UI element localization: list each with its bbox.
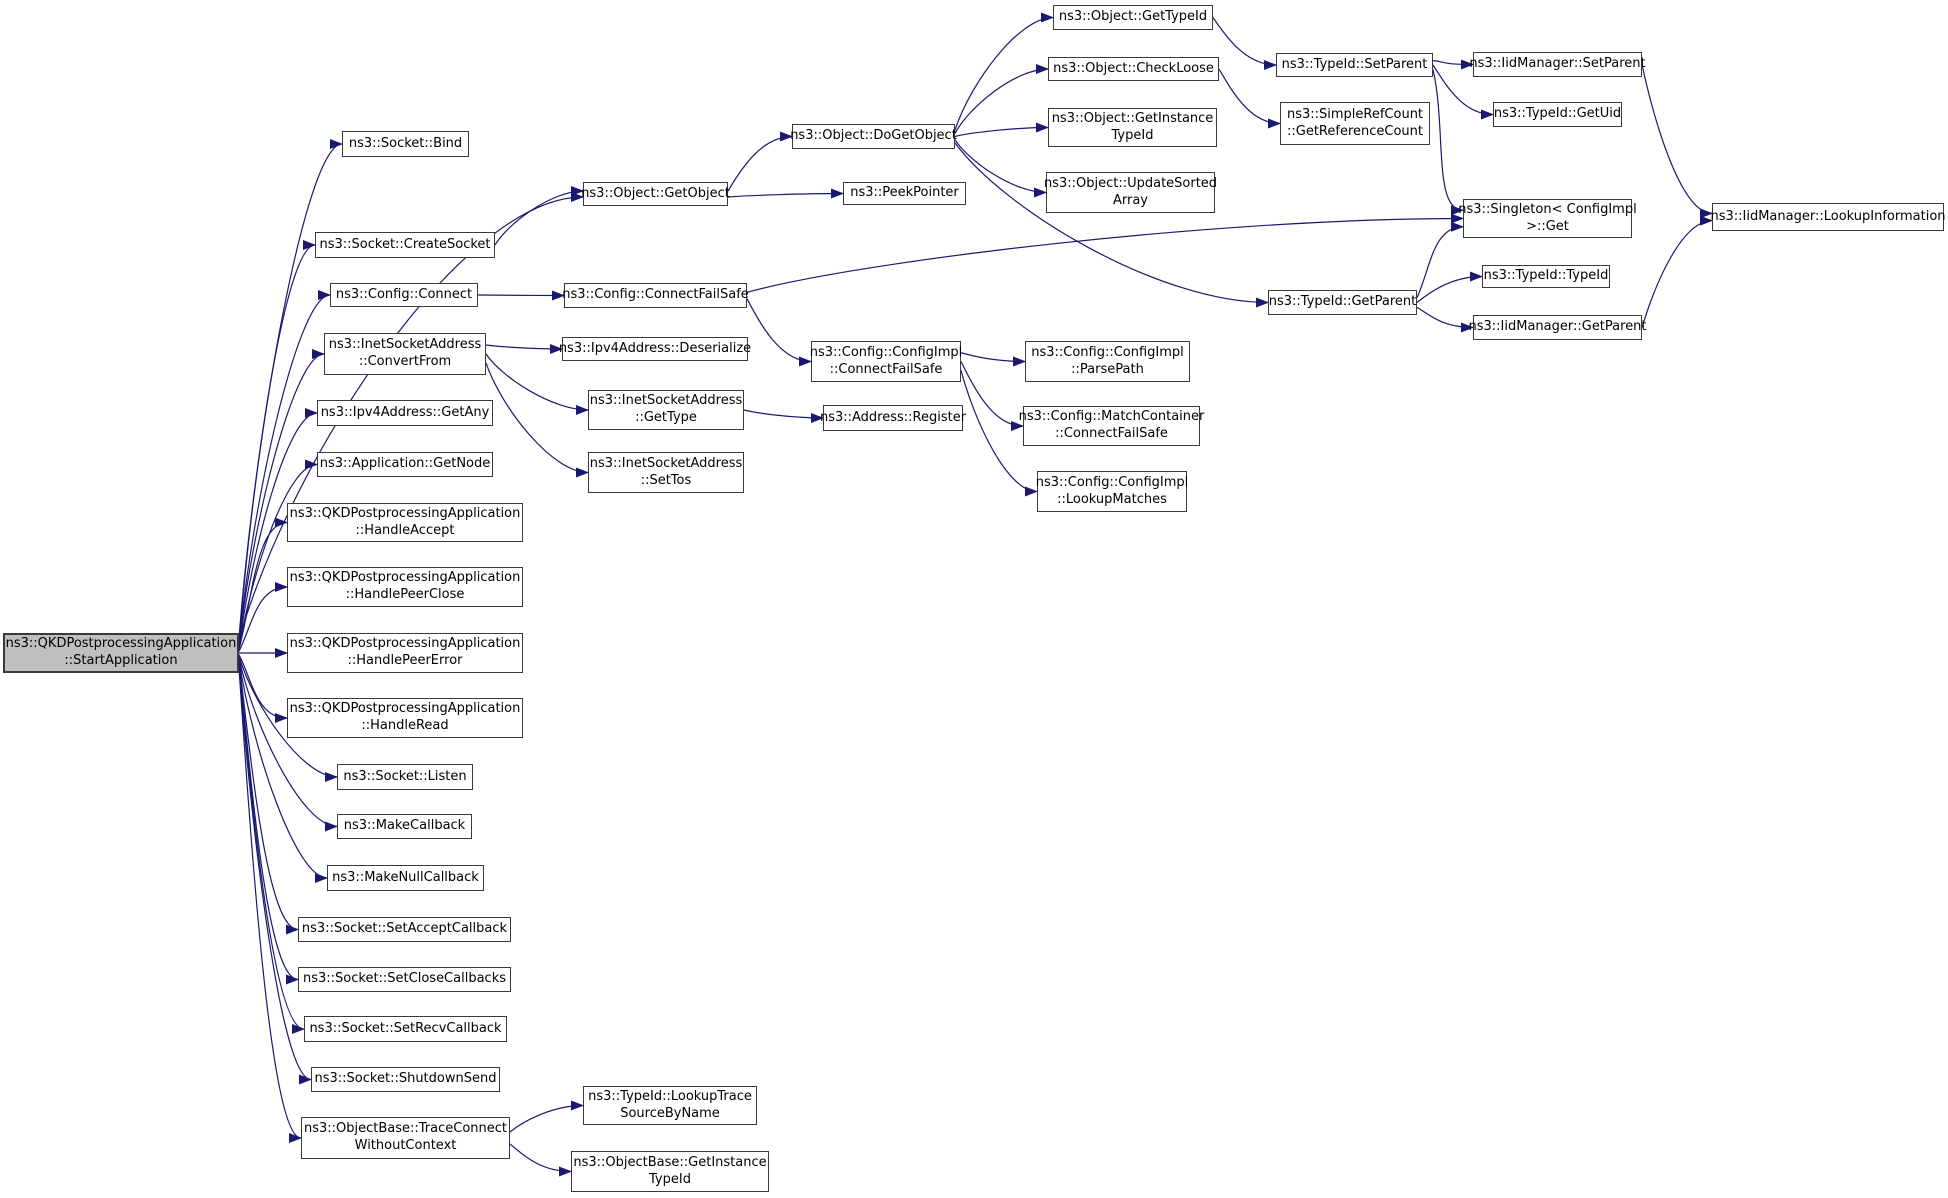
edge-start-application-to-application-get-node xyxy=(239,465,317,648)
node-label-line: ns3::Config::ConnectFailSafe xyxy=(562,287,749,303)
node-label-line: ns3::Config::ConfigImpl xyxy=(1035,474,1189,490)
node-object-get-object[interactable] xyxy=(583,182,728,206)
node-config-connect[interactable] xyxy=(330,283,478,307)
node-object-get-instance-type-id[interactable] xyxy=(1048,108,1217,147)
node-label-line: ns3::TypeId::TypeId xyxy=(1483,268,1609,284)
node-iid-manager-set-parent[interactable] xyxy=(1469,52,1646,77)
node-make-callback[interactable] xyxy=(337,814,472,839)
node-label-line: ns3::TypeId::LookupTrace xyxy=(588,1088,752,1104)
node-label-line: ns3::Socket::CreateSocket xyxy=(319,236,491,252)
edge-object-get-type-id-to-type-id-set-parent xyxy=(1213,18,1276,66)
node-object-do-get-object[interactable] xyxy=(792,124,955,149)
node-label-line: ::HandlePeerError xyxy=(347,653,463,668)
node-label-line: ns3::Object::GetTypeId xyxy=(1058,9,1208,25)
node-label-line: ns3::Object::CheckLoose xyxy=(1053,60,1214,76)
node-label-line: ns3::Socket::ShutdownSend xyxy=(314,1071,497,1087)
node-label-line: ns3::PeekPointer xyxy=(850,185,959,201)
node-object-check-loose[interactable] xyxy=(1048,57,1219,81)
node-label-line: ns3::InetSocketAddress xyxy=(328,337,482,353)
edge-object-do-get-object-to-type-id-get-parent xyxy=(955,143,1268,303)
node-ipv4-get-any[interactable] xyxy=(317,400,493,426)
node-label-line: ns3::Config::ConfigImpl xyxy=(1031,344,1184,360)
node-label-line: WithoutContext xyxy=(354,1138,457,1153)
edge-configimpl-connect-fail-safe-to-match-container-connect-fail-safe xyxy=(961,362,1023,427)
edge-config-connect-to-config-connect-fail-safe xyxy=(478,295,564,296)
node-iid-manager-lookup-information[interactable] xyxy=(1712,203,1944,231)
edge-type-id-get-parent-to-type-id-type-id xyxy=(1417,277,1482,303)
node-label-line: ns3::MakeNullCallback xyxy=(332,869,479,885)
node-label-line: ::ConnectFailSafe xyxy=(1055,426,1168,441)
node-handle-peer-error[interactable] xyxy=(287,633,523,673)
node-handle-read[interactable] xyxy=(287,698,523,738)
node-label-line: ::ParsePath xyxy=(1071,361,1144,377)
node-label-line: ns3::Socket::SetAcceptCallback xyxy=(301,921,508,937)
node-label-line: ns3::QKDPostprocessingApplication xyxy=(5,636,237,652)
node-label-line: ns3::ObjectBase::GetInstance xyxy=(573,1154,767,1170)
node-ipv4-deserialize[interactable] xyxy=(558,337,752,361)
node-handle-peer-close[interactable] xyxy=(287,567,523,607)
node-label-line: ns3::Config::ConfigImpl xyxy=(809,344,963,360)
node-trace-connect-without-context[interactable] xyxy=(301,1117,510,1159)
node-label-line: ::HandleRead xyxy=(361,718,449,733)
node-label-line: ns3::IidManager::SetParent xyxy=(1469,56,1646,72)
node-type-id-type-id[interactable] xyxy=(1482,265,1610,288)
node-label-line: ns3::QKDPostprocessingApplication xyxy=(289,636,521,652)
edge-type-id-get-parent-to-iid-manager-get-parent xyxy=(1417,307,1473,327)
node-label-line: ns3::Ipv4Address::Deserialize xyxy=(558,340,752,356)
node-set-close-callbacks[interactable] xyxy=(298,967,511,992)
edge-start-application-to-socket-bind xyxy=(239,144,342,638)
node-label-line: ns3::IidManager::GetParent xyxy=(1468,319,1647,335)
node-label-line: ns3::QKDPostprocessingApplication xyxy=(289,701,521,717)
node-inet-get-type[interactable] xyxy=(588,390,744,430)
node-label-line: ::HandleAccept xyxy=(355,522,455,538)
node-label-line: ::GetReferenceCount xyxy=(1287,123,1423,139)
edge-inet-convert-from-to-inet-get-type xyxy=(486,354,588,410)
node-address-register[interactable] xyxy=(819,405,967,431)
node-type-id-get-parent[interactable] xyxy=(1268,290,1417,315)
node-configimpl-connect-fail-safe[interactable] xyxy=(811,341,961,382)
node-handle-accept[interactable] xyxy=(287,503,523,542)
edge-iid-manager-get-parent-to-iid-manager-lookup-information xyxy=(1642,221,1712,328)
node-configimpl-lookup-matches[interactable] xyxy=(1037,471,1187,512)
node-application-get-node[interactable] xyxy=(317,452,493,477)
node-label-line: ::LookupMatches xyxy=(1057,491,1167,507)
node-label-line: ::HandlePeerClose xyxy=(345,587,465,602)
node-label-line: ns3::QKDPostprocessingApplication xyxy=(289,505,521,521)
edge-object-check-loose-to-simple-ref-count-get-reference-count xyxy=(1219,69,1280,124)
node-make-null-callback[interactable] xyxy=(327,865,484,891)
edge-object-do-get-object-to-object-check-loose xyxy=(955,69,1048,133)
node-label-line: ns3::Singleton< ConfigImpl xyxy=(1458,201,1637,217)
edge-inet-convert-from-to-ipv4-deserialize xyxy=(486,345,562,349)
node-label-line: ns3::Object::GetInstance xyxy=(1051,110,1214,126)
node-label-line: ::GetType xyxy=(635,410,697,425)
node-label-line: ns3::Socket::SetCloseCallbacks xyxy=(302,971,506,987)
node-socket-shutdown-send[interactable] xyxy=(311,1067,500,1092)
node-type-id-get-uid[interactable] xyxy=(1493,102,1622,127)
node-label-line: SourceByName xyxy=(620,1105,720,1121)
node-label-line: ns3::InetSocketAddress xyxy=(589,455,743,471)
node-set-recv-callback[interactable] xyxy=(304,1016,507,1042)
node-type-id-lookup-trace-source-by-name[interactable] xyxy=(583,1086,757,1125)
node-socket-listen[interactable] xyxy=(337,764,473,790)
node-singleton-configimpl-get[interactable] xyxy=(1458,199,1637,238)
node-iid-manager-get-parent[interactable] xyxy=(1468,315,1647,340)
node-label-line: ns3::TypeId::SetParent xyxy=(1281,56,1428,72)
node-label-line: ns3::TypeId::GetParent xyxy=(1268,294,1417,310)
node-label-line: ns3::IidManager::LookupInformation xyxy=(1710,208,1946,224)
node-label-line: ns3::ObjectBase::TraceConnect xyxy=(303,1121,508,1137)
node-label-line: ::ConnectFailSafe xyxy=(829,361,943,377)
edge-config-connect-fail-safe-to-singleton-configimpl-get xyxy=(747,219,1463,293)
node-object-base-get-instance-type-id[interactable] xyxy=(571,1151,769,1192)
node-label-line: ns3::Object::UpdateSorted xyxy=(1043,175,1218,191)
node-inet-set-tos[interactable] xyxy=(588,452,744,493)
node-start-application[interactable] xyxy=(3,633,239,673)
node-label-line: ns3::Object::GetObject xyxy=(581,185,730,201)
node-label-line: ns3::InetSocketAddress xyxy=(589,393,743,409)
node-inet-convert-from[interactable] xyxy=(324,333,486,375)
node-label-line: TypeId xyxy=(1111,127,1154,143)
node-label-line: ns3::Address::Register xyxy=(819,409,967,425)
edge-inet-get-type-to-address-register xyxy=(744,410,823,418)
edge-socket-create-socket-to-object-get-object xyxy=(495,191,583,245)
node-label-line: Array xyxy=(1112,192,1148,208)
edge-iid-manager-set-parent-to-iid-manager-lookup-information xyxy=(1642,65,1712,214)
edge-object-do-get-object-to-object-update-sorted-array xyxy=(955,140,1046,193)
node-label-line: TypeId xyxy=(649,1171,691,1187)
edge-object-get-object-to-object-do-get-object xyxy=(728,137,792,192)
node-label-line: ns3::Config::MatchContainer xyxy=(1018,409,1205,425)
node-type-id-set-parent[interactable] xyxy=(1276,53,1433,77)
node-simple-ref-count-get-reference-count[interactable] xyxy=(1280,102,1430,145)
edge-type-id-set-parent-to-iid-manager-set-parent xyxy=(1433,61,1473,65)
edge-object-get-object-to-peek-pointer xyxy=(728,194,843,198)
node-object-update-sorted-array[interactable] xyxy=(1043,172,1218,213)
node-label-line: ::StartApplication xyxy=(64,653,178,668)
node-label-line: ns3::TypeId::GetUid xyxy=(1493,106,1622,122)
node-label-line: ns3::Application::GetNode xyxy=(319,456,491,472)
node-socket-bind[interactable] xyxy=(342,131,469,157)
node-peek-pointer[interactable] xyxy=(843,182,966,205)
node-match-container-connect-fail-safe[interactable] xyxy=(1018,406,1205,446)
node-label-line: >::Get xyxy=(1526,218,1569,234)
edge-object-do-get-object-to-object-get-instance-type-id xyxy=(955,128,1048,137)
node-label-line: ns3::Socket::Listen xyxy=(343,768,467,784)
edge-trace-connect-without-context-to-type-id-lookup-trace-source-by-name xyxy=(510,1106,583,1133)
edge-trace-connect-without-context-to-object-base-get-instance-type-id xyxy=(510,1144,571,1172)
node-label-line: ns3::Socket::Bind xyxy=(348,135,463,151)
node-set-accept-callback[interactable] xyxy=(298,917,511,942)
edge-configimpl-connect-fail-safe-to-configimpl-parse-path xyxy=(961,353,1025,362)
node-configimpl-parse-path[interactable] xyxy=(1025,341,1190,382)
node-label-line: ns3::Ipv4Address::GetAny xyxy=(320,404,490,420)
node-label-line: ns3::QKDPostprocessingApplication xyxy=(289,570,521,586)
node-label-line: ::ConvertFrom xyxy=(358,354,452,369)
node-label-line: ns3::Object::DoGetObject xyxy=(790,128,957,144)
node-label-line: ns3::Config::Connect xyxy=(335,286,473,302)
node-object-get-type-id[interactable] xyxy=(1053,5,1213,30)
edge-inet-convert-from-to-inet-set-tos xyxy=(486,363,588,473)
node-label-line: ::SetTos xyxy=(640,472,692,488)
edge-type-id-set-parent-to-singleton-configimpl-get xyxy=(1433,70,1463,211)
node-label-line: ns3::MakeCallback xyxy=(343,818,466,834)
node-socket-create-socket[interactable] xyxy=(315,232,495,258)
node-label-line: ns3::Socket::SetRecvCallback xyxy=(309,1020,502,1036)
edge-config-connect-fail-safe-to-configimpl-connect-fail-safe xyxy=(747,299,811,362)
node-label-line: ns3::SimpleRefCount xyxy=(1286,106,1424,122)
node-config-connect-fail-safe[interactable] xyxy=(564,283,747,308)
